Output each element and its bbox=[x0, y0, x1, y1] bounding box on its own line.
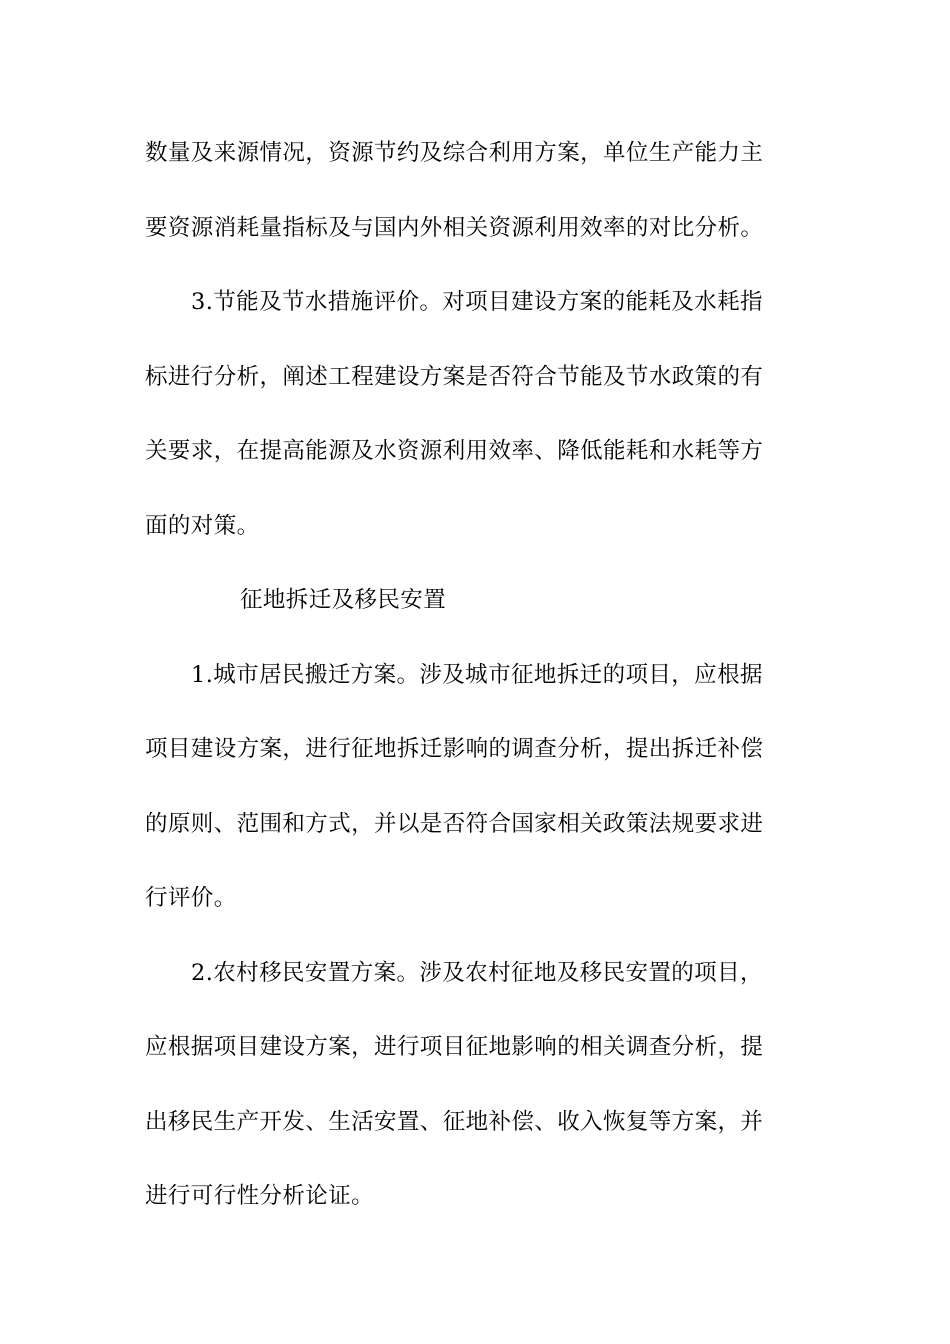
paragraph-line: 数量及来源情况，资源节约及综合利用方案，单位生产能力主 bbox=[145, 140, 764, 166]
paragraph-line: 要资源消耗量指标及与国内外相关资源利用效率的对比分析。 bbox=[145, 214, 764, 241]
paragraph-line: 项目建设方案，进行征地拆迁影响的调查分析，提出拆迁补偿 bbox=[145, 736, 764, 762]
paragraph-line: 3.节能及节水措施评价。对项目建设方案的能耗及水耗指 bbox=[191, 289, 763, 315]
paragraph-line: 关要求，在提高能源及水资源利用效率、降低能耗和水耗等方 bbox=[145, 438, 764, 464]
paragraph-line: 1.城市居民搬迁方案。涉及城市征地拆迁的项目，应根据 bbox=[191, 661, 763, 688]
paragraph-line: 出移民生产开发、生活安置、征地补偿、收入恢复等方案，并 bbox=[145, 1108, 764, 1135]
document-body bbox=[145, 133, 805, 1251]
section-heading: 征地拆迁及移民安置 bbox=[240, 587, 447, 613]
paragraph-line: 行评价。 bbox=[145, 885, 237, 911]
paragraph-line: 进行可行性分析论证。 bbox=[145, 1183, 375, 1209]
paragraph-line: 的原则、范围和方式，并以是否符合国家相关政策法规要求进 bbox=[145, 810, 764, 837]
paragraph-line: 面的对策。 bbox=[145, 512, 260, 539]
paragraph-line: 2.农村移民安置方案。涉及农村征地及移民安置的项目， bbox=[191, 959, 763, 986]
paragraph-line: 标进行分析，阐述工程建设方案是否符合节能及节水政策的有 bbox=[145, 363, 764, 390]
paragraph-line: 应根据项目建设方案，进行项目征地影响的相关调查分析，提 bbox=[145, 1034, 764, 1060]
